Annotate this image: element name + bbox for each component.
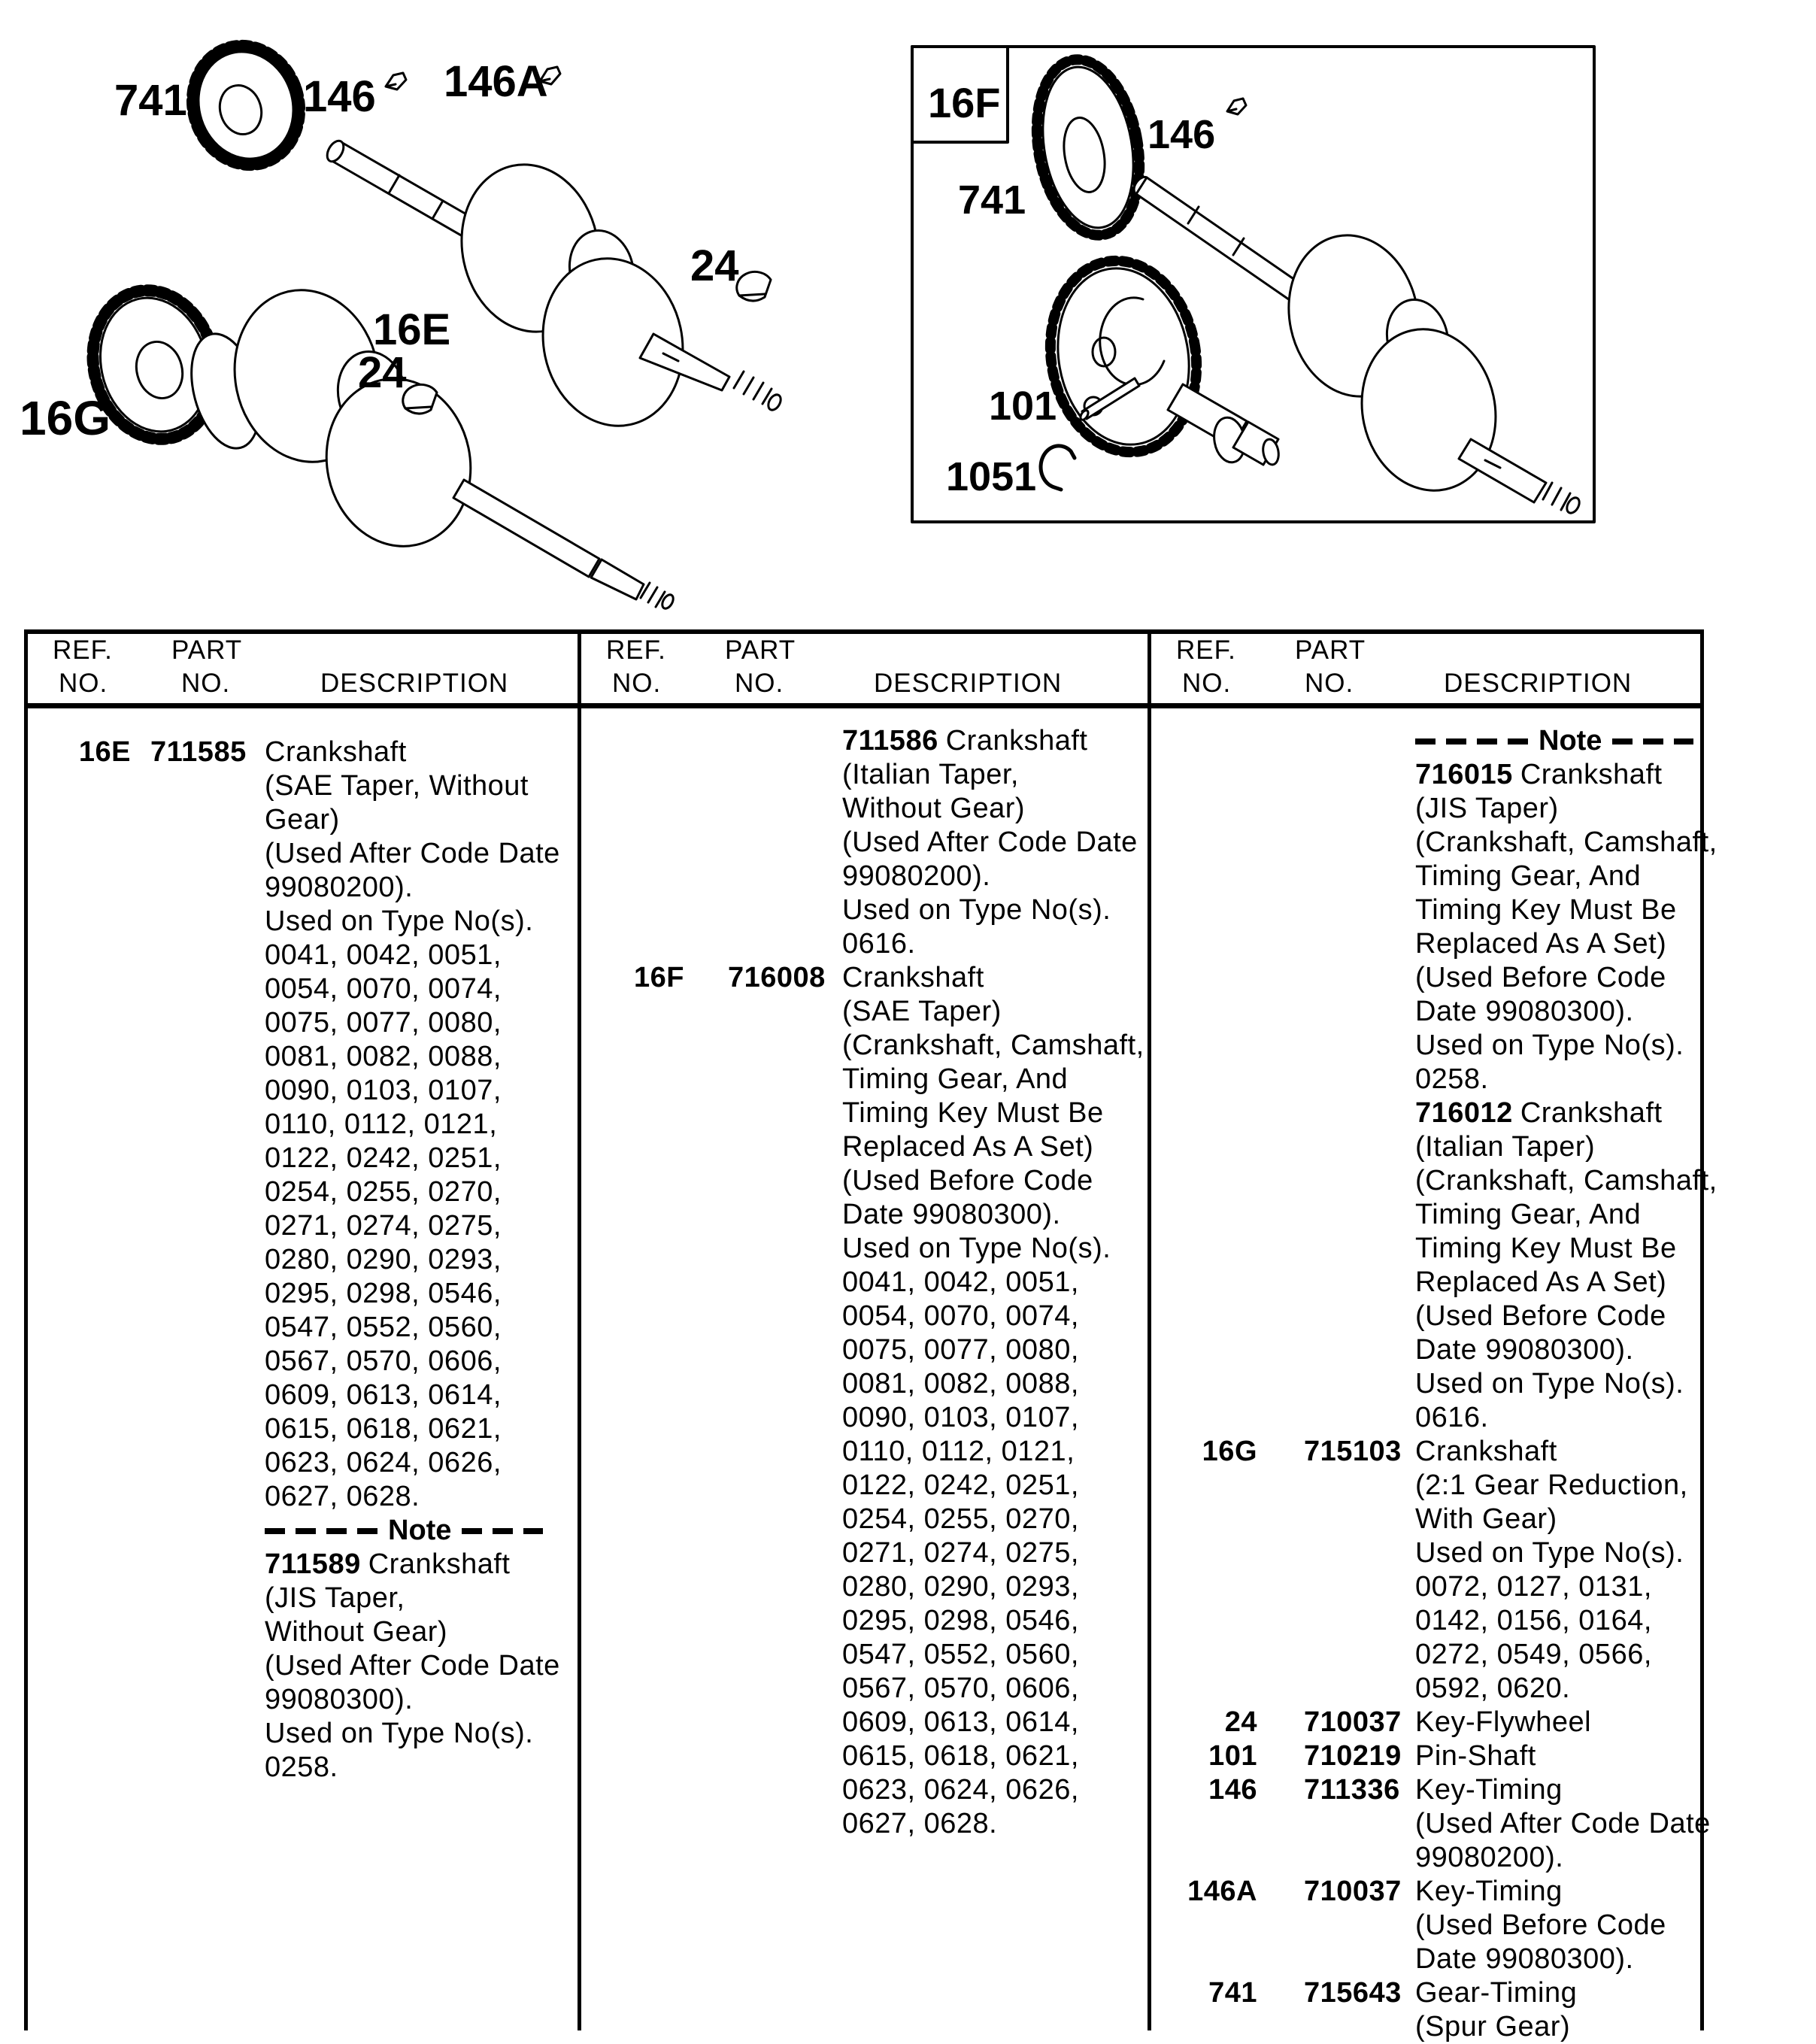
- description-cell: 0081, 0082, 0088,: [265, 1041, 502, 1072]
- column-header-no: NO.: [612, 669, 662, 698]
- camshaft-16F-drawing: [1035, 249, 1281, 466]
- description-cell: 0041, 0042, 0051,: [265, 939, 502, 971]
- description-cell: 0627, 0628.: [842, 1808, 998, 1839]
- description-cell: 99080200).: [265, 872, 414, 903]
- description-cell: Replaced As A Set): [1415, 928, 1667, 960]
- column-header-desc: DESCRIPTION: [320, 669, 509, 698]
- inline-part-no: 716012: [1415, 1097, 1513, 1129]
- table-row: [1148, 1367, 1703, 1401]
- description-cell: 0295, 0298, 0546,: [842, 1605, 1079, 1636]
- description-cell: (JIS Taper,: [265, 1582, 405, 1614]
- table-row: [24, 1311, 578, 1345]
- parts-diagram: [0, 0, 1816, 629]
- table-row: [24, 803, 578, 837]
- ref-no-cell: 146A: [1187, 1876, 1257, 1907]
- diagram-label: 16E: [373, 305, 451, 354]
- description-cell: Timing Key Must Be: [1415, 1233, 1677, 1264]
- description-cell: Used on Type No(s).: [842, 894, 1111, 926]
- column-header-part: PART: [1295, 635, 1366, 665]
- description-cell: 0054, 0070, 0074,: [842, 1300, 1079, 1332]
- table-row: [1148, 1536, 1703, 1570]
- description-cell: 0609, 0613, 0614,: [265, 1379, 502, 1411]
- description-cell: 0254, 0255, 0270,: [265, 1176, 502, 1208]
- table-row: [578, 1570, 1148, 1604]
- table-row: [1148, 1435, 1703, 1469]
- diagram-label: 101: [989, 384, 1057, 429]
- column-header-ref: REF.: [606, 635, 666, 665]
- table-row: [578, 1333, 1148, 1367]
- table-row: [24, 1006, 578, 1040]
- table-row: [578, 961, 1148, 995]
- table-row: [578, 1029, 1148, 1063]
- table-row: [24, 1345, 578, 1378]
- description-cell: 0142, 0156, 0164,: [1415, 1605, 1652, 1636]
- ref-no-cell: 16F: [634, 962, 684, 993]
- table-row: [578, 826, 1148, 860]
- table-row: [24, 1209, 578, 1243]
- description-cell: Crankshaft: [1415, 1436, 1557, 1467]
- table-row: [24, 939, 578, 972]
- description-cell: Gear-Timing: [1415, 1977, 1578, 2009]
- table-row: [24, 972, 578, 1006]
- table-row: [24, 1649, 578, 1683]
- table-row: [24, 1412, 578, 1446]
- description-cell: 0254, 0255, 0270,: [842, 1503, 1079, 1535]
- table-row: [24, 1040, 578, 1074]
- description-cell: Without Gear): [265, 1616, 448, 1648]
- table-row: [578, 1807, 1148, 1841]
- table-row: [578, 1232, 1148, 1266]
- description-cell: 716012 Crankshaft: [1415, 1097, 1663, 1129]
- description-cell: 0081, 0082, 0088,: [842, 1368, 1079, 1400]
- description-cell: 0280, 0290, 0293,: [842, 1571, 1079, 1603]
- description-cell: (Crankshaft, Camshaft,: [1415, 826, 1717, 858]
- description-cell: Gear): [265, 804, 340, 835]
- description-cell: (Used After Code Date: [842, 826, 1138, 858]
- note-divider-row: [24, 1514, 578, 1548]
- table-row: [24, 1717, 578, 1751]
- part-no-cell: 710219: [1304, 1740, 1402, 1772]
- note-dashes: [462, 1528, 543, 1534]
- description-cell: (Used Before Code: [1415, 962, 1666, 993]
- table-row: [24, 1243, 578, 1277]
- description-cell: 99080200).: [1415, 1842, 1564, 1873]
- table-row: [1148, 893, 1703, 927]
- description-cell: Used on Type No(s).: [1415, 1368, 1684, 1400]
- part-no-cell: 715103: [1304, 1436, 1402, 1467]
- part-no-cell: 711336: [1304, 1774, 1400, 1806]
- description-cell: Key-Timing: [1415, 1876, 1563, 1907]
- table-row: [1148, 1570, 1703, 1604]
- description-cell: Date 99080300).: [1415, 1943, 1634, 1975]
- description-cell: (Used After Code Date: [265, 1650, 560, 1682]
- diagram-label: 146A: [444, 57, 548, 106]
- parts-column-1: [24, 735, 578, 1785]
- description-cell: Date 99080300).: [1415, 996, 1634, 1027]
- description-cell: (Italian Taper): [1415, 1131, 1596, 1163]
- description-cell: 0122, 0242, 0251,: [842, 1469, 1079, 1501]
- note-label: Note: [1539, 725, 1602, 757]
- table-row: [1148, 1130, 1703, 1164]
- description-cell: 0075, 0077, 0080,: [265, 1007, 502, 1039]
- description-cell: 0616.: [1415, 1402, 1489, 1433]
- table-row: [1148, 1096, 1703, 1130]
- description-cell: (Used Before Code: [1415, 1909, 1666, 1941]
- description-cell: 0623, 0624, 0626,: [842, 1774, 1079, 1806]
- table-header-separator: [24, 703, 1704, 708]
- column-header-no: NO.: [1182, 669, 1232, 698]
- description-cell: (JIS Taper): [1415, 793, 1559, 824]
- table-row: [578, 1299, 1148, 1333]
- column-header-part: PART: [171, 635, 243, 665]
- table-row: [578, 1130, 1148, 1164]
- table-row: [1148, 1029, 1703, 1063]
- table-row: [578, 893, 1148, 927]
- column-header-part: PART: [725, 635, 796, 665]
- description-cell: 0041, 0042, 0051,: [842, 1266, 1079, 1298]
- description-cell: 0075, 0077, 0080,: [842, 1334, 1079, 1366]
- description-cell: Crankshaft: [842, 962, 984, 993]
- table-row: [578, 1063, 1148, 1096]
- table-row: [578, 1604, 1148, 1638]
- description-cell: Used on Type No(s).: [265, 905, 534, 937]
- description-cell: 99080300).: [265, 1684, 414, 1715]
- column-header-ref: REF.: [1176, 635, 1236, 665]
- diagram-label: 24: [690, 241, 739, 290]
- description-cell: 0090, 0103, 0107,: [265, 1075, 502, 1106]
- table-row: [24, 905, 578, 939]
- table-row: [578, 1469, 1148, 1503]
- table-row: [1148, 1164, 1717, 1198]
- diagram-label: 24: [358, 348, 407, 397]
- description-cell: Timing Key Must Be: [1415, 894, 1677, 926]
- table-row: [1148, 1503, 1703, 1536]
- description-cell: 0072, 0127, 0131,: [1415, 1571, 1652, 1603]
- description-cell: 0609, 0613, 0614,: [842, 1706, 1079, 1738]
- table-row: [1148, 1976, 1703, 2010]
- table-row: [24, 1074, 578, 1108]
- description-cell: Without Gear): [842, 793, 1026, 824]
- note-dashes: [1612, 738, 1693, 745]
- table-row: [24, 1615, 578, 1649]
- description-cell: Used on Type No(s).: [265, 1718, 534, 1749]
- parts-column-3: [1148, 724, 1717, 2044]
- description-cell: Pin-Shaft: [1415, 1740, 1536, 1772]
- inline-part-no: 716015: [1415, 759, 1513, 790]
- table-row: [1148, 1063, 1703, 1096]
- description-cell: Used on Type No(s).: [1415, 1537, 1684, 1569]
- description-cell: Used on Type No(s).: [1415, 1030, 1684, 1061]
- table-row: [578, 1503, 1148, 1536]
- diagram-label: 741: [958, 177, 1026, 223]
- table-row: [24, 1751, 578, 1785]
- key-146-icon: [386, 73, 406, 89]
- description-cell: 0280, 0290, 0293,: [265, 1244, 502, 1275]
- description-cell: (Spur Gear): [1415, 2011, 1571, 2042]
- description-cell: (SAE Taper): [842, 996, 1002, 1027]
- table-row: [1148, 1232, 1703, 1266]
- description-cell: 0627, 0628.: [265, 1481, 420, 1512]
- inline-part-no: 711586: [842, 725, 938, 757]
- column-header-ref: REF.: [53, 635, 113, 665]
- description-cell: 0295, 0298, 0546,: [265, 1278, 502, 1309]
- table-row: [24, 871, 578, 905]
- table-row: [1148, 1638, 1703, 1672]
- table-row: [1148, 1672, 1703, 1706]
- description-cell: 0592, 0620.: [1415, 1673, 1571, 1704]
- table-row: [1148, 1469, 1703, 1503]
- diagram-label: 1051: [946, 454, 1037, 499]
- note-dashes: [1415, 738, 1528, 745]
- table-row: [578, 724, 1148, 758]
- description-cell: (Crankshaft, Camshaft,: [1415, 1165, 1717, 1196]
- inline-part-no: 711589: [265, 1548, 361, 1580]
- description-cell: 0615, 0618, 0621,: [265, 1413, 502, 1445]
- table-row: [1148, 995, 1703, 1029]
- table-row: [578, 1096, 1148, 1130]
- description-cell: 0110, 0112, 0121,: [265, 1108, 498, 1140]
- table-row: [24, 837, 578, 871]
- table-row: [578, 927, 1148, 961]
- description-cell: 99080200).: [842, 860, 991, 892]
- table-row: [578, 1638, 1148, 1672]
- timing-gear-741-box-drawing: [1024, 51, 1153, 243]
- table-row: [1148, 1198, 1703, 1232]
- part-no-cell: 710037: [1304, 1706, 1402, 1738]
- description-cell: 0567, 0570, 0606,: [842, 1673, 1079, 1704]
- description-cell: 0271, 0274, 0275,: [842, 1537, 1079, 1569]
- description-cell: Timing Key Must Be: [842, 1097, 1104, 1129]
- diagram-label: 16F: [928, 79, 1001, 126]
- description-cell: 0271, 0274, 0275,: [265, 1210, 502, 1242]
- table-row: [1148, 1604, 1703, 1638]
- description-cell: (Used After Code Date: [1415, 1808, 1711, 1839]
- table-row: [24, 1480, 578, 1514]
- table-row: [24, 769, 578, 803]
- description-cell: Key-Flywheel: [1415, 1706, 1592, 1738]
- table-row: [578, 1401, 1148, 1435]
- table-row: [578, 1739, 1148, 1773]
- table-row: [1148, 1266, 1703, 1299]
- note-label: Note: [388, 1515, 452, 1546]
- table-row: [578, 1706, 1148, 1739]
- table-row: [1148, 927, 1703, 961]
- column-header-no: NO.: [1305, 669, 1354, 698]
- description-cell: (2:1 Gear Reduction,: [1415, 1469, 1688, 1501]
- description-cell: (Crankshaft, Camshaft,: [842, 1030, 1144, 1061]
- table-row: [24, 1378, 578, 1412]
- description-cell: 0547, 0552, 0560,: [265, 1312, 502, 1343]
- description-cell: 0623, 0624, 0626,: [265, 1447, 502, 1478]
- table-row: [24, 1175, 578, 1209]
- note-dashes: [265, 1528, 377, 1534]
- key-146-box-icon: [1227, 99, 1246, 114]
- table-row: [24, 1582, 578, 1615]
- table-row: [578, 995, 1148, 1029]
- table-row: [1148, 1909, 1703, 1942]
- diagram-label: 146: [1148, 112, 1216, 157]
- table-row: [1148, 1875, 1703, 1909]
- description-cell: 0272, 0549, 0566,: [1415, 1639, 1652, 1670]
- description-cell: (Used Before Code: [1415, 1300, 1666, 1332]
- description-cell: 711589 Crankshaft: [265, 1548, 511, 1580]
- table-row: [24, 735, 578, 769]
- description-cell: 0054, 0070, 0074,: [265, 973, 502, 1005]
- table-row: [1148, 1299, 1703, 1333]
- description-cell: Replaced As A Set): [842, 1131, 1094, 1163]
- table-row: [1148, 1333, 1703, 1367]
- description-cell: Timing Gear, And: [1415, 860, 1642, 892]
- table-row: [578, 1536, 1148, 1570]
- table-row: [1148, 758, 1703, 792]
- ref-no-cell: 101: [1208, 1740, 1257, 1772]
- description-cell: 711586 Crankshaft: [842, 725, 1088, 757]
- table-row: [1148, 1401, 1703, 1435]
- timing-gear-741-drawing: [177, 32, 315, 178]
- table-row: [24, 1548, 578, 1582]
- part-no-cell: 710037: [1304, 1876, 1402, 1907]
- ref-no-cell: 741: [1208, 1977, 1257, 2009]
- note-divider-row: [1148, 724, 1703, 758]
- part-no-cell: 716008: [728, 962, 826, 993]
- description-cell: (Italian Taper,: [842, 759, 1019, 790]
- table-row: [1148, 1942, 1703, 1976]
- table-row: [24, 1142, 578, 1175]
- table-row: [1148, 826, 1717, 860]
- table-row: [24, 1108, 578, 1142]
- table-row: [578, 1773, 1148, 1807]
- description-cell: Used on Type No(s).: [842, 1233, 1111, 1264]
- part-no-cell: 715643: [1304, 1977, 1402, 2009]
- ref-no-cell: 16G: [1202, 1436, 1257, 1467]
- table-row: [578, 860, 1148, 893]
- table-row: [578, 1367, 1148, 1401]
- description-cell: Key-Timing: [1415, 1774, 1563, 1806]
- column-header-desc: DESCRIPTION: [874, 669, 1063, 698]
- table-row: [24, 1277, 578, 1311]
- table-row: [24, 1446, 578, 1480]
- description-cell: 0122, 0242, 0251,: [265, 1142, 502, 1174]
- description-cell: (SAE Taper, Without: [265, 770, 529, 802]
- key-24-16E-icon: [737, 271, 771, 301]
- description-cell: 0616.: [842, 928, 916, 960]
- description-cell: (Used Before Code: [842, 1165, 1093, 1196]
- table-row: [578, 1198, 1148, 1232]
- description-cell: Timing Gear, And: [1415, 1199, 1642, 1230]
- description-cell: 0090, 0103, 0107,: [842, 1402, 1079, 1433]
- description-cell: 0615, 0618, 0621,: [842, 1740, 1079, 1772]
- table-row: [578, 1672, 1148, 1706]
- description-cell: 0258.: [1415, 1063, 1489, 1095]
- column-header-no: NO.: [181, 669, 231, 698]
- column-header-desc: DESCRIPTION: [1444, 669, 1633, 698]
- table-row: [578, 1266, 1148, 1299]
- table-row: [1148, 1739, 1703, 1773]
- description-cell: Date 99080300).: [842, 1199, 1061, 1230]
- description-cell: Crankshaft: [265, 736, 407, 768]
- table-row: [578, 758, 1148, 792]
- table-row: [1148, 1841, 1703, 1875]
- table-row: [578, 792, 1148, 826]
- table-row: [1148, 1773, 1703, 1807]
- table-row: [578, 1164, 1148, 1198]
- description-cell: Date 99080300).: [1415, 1334, 1634, 1366]
- description-cell: Timing Gear, And: [842, 1063, 1069, 1095]
- retaining-ring-1051-icon: [1041, 446, 1075, 490]
- key-24-16G-icon: [403, 384, 437, 414]
- description-cell: 0110, 0112, 0121,: [842, 1436, 1075, 1467]
- table-top-border: [24, 629, 1704, 634]
- description-cell: 0547, 0552, 0560,: [842, 1639, 1079, 1670]
- diagram-label: 146: [303, 72, 376, 121]
- ref-no-cell: 146: [1208, 1774, 1257, 1806]
- ref-no-cell: 16E: [78, 736, 131, 768]
- description-cell: Replaced As A Set): [1415, 1266, 1667, 1298]
- ref-no-cell: 24: [1224, 1706, 1257, 1738]
- table-row: [1148, 1706, 1703, 1739]
- table-row: [1148, 2010, 1703, 2044]
- description-cell: With Gear): [1415, 1503, 1557, 1535]
- diagram-label: 741: [114, 76, 187, 125]
- parts-column-2: [578, 724, 1148, 1841]
- table-row: [24, 1683, 578, 1717]
- table-row: [1148, 1807, 1711, 1841]
- description-cell: 0258.: [265, 1751, 338, 1783]
- diagram-label: 16G: [20, 391, 111, 445]
- table-row: [1148, 860, 1703, 893]
- column-header-no: NO.: [59, 669, 108, 698]
- column-header-no: NO.: [735, 669, 784, 698]
- table-row: [1148, 961, 1703, 995]
- description-cell: 0567, 0570, 0606,: [265, 1345, 502, 1377]
- description-cell: 716015 Crankshaft: [1415, 759, 1663, 790]
- table-row: [578, 1435, 1148, 1469]
- part-no-cell: 711585: [150, 736, 247, 768]
- table-row: [1148, 792, 1703, 826]
- description-cell: (Used After Code Date: [265, 838, 560, 869]
